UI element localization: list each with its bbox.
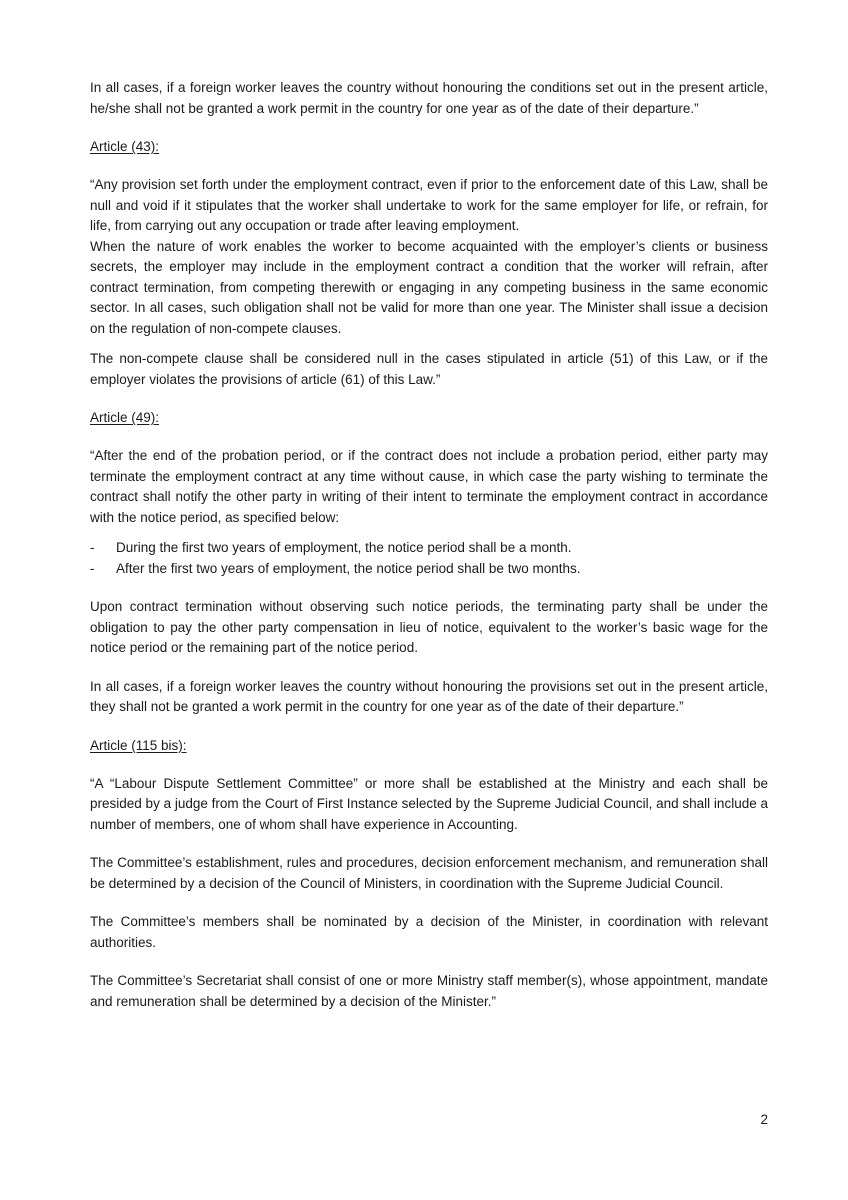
list-item-text: During the first two years of employment, the notice period shall be a month.: [116, 540, 572, 555]
article-49-section: [90, 408, 768, 718]
article-43-section: [90, 137, 768, 390]
article-115-bis-paragraph-2: The Committee’s establishment, rules and procedures, decision enforcement mechanism, and remuneration shall be determined by a decision of the Council of Ministers, in coordination with the Supreme Judicial Council.: [90, 855, 768, 891]
intro-paragraph: In all cases, if a foreign worker leaves the country without honouring the conditions set out in the present article, he/she shall not be granted a work permit in the country for one year as of the date of their departure.”: [90, 80, 768, 116]
list-item: [90, 538, 768, 559]
article-115-bis-section: [90, 736, 768, 1013]
article-49-paragraph-3: In all cases, if a foreign worker leaves the country without honouring the provisions set out in the present article, they shall not be granted a work permit in the country for one year as of the date of their departure.”: [90, 678, 768, 714]
article-49-paragraph-1: “After the end of the probation period, or if the contract does not include a probation period, either party may terminate the employment contract at any time without cause, in which case the party wishing to terminate the contract shall notify the other party in writing of their intent to terminate the employment contract in accordance with the notice period, as specified below:: [90, 448, 768, 525]
notice-period-list: [90, 538, 768, 579]
article-115-bis-heading: Article (115 bis):: [90, 737, 187, 753]
article-43-paragraph-1: “Any provision set forth under the employment contract, even if prior to the enforcement date of this Law, shall be null and void if it stipulates that the worker shall undertake to work for the same employer for life, or refrain, for life, from carrying out any occupation or trade after leaving employment.: [90, 177, 768, 233]
article-43-paragraph-2: When the nature of work enables the worker to become acquainted with the employer’s clients or business secrets, the employer may include in the employment contract a condition that the worker will refrain, after contract termination, from competing therewith or engaging in any competing business in the same economic sector. In all cases, such obligation shall not be valid for more than one year. The Minister shall issue a decision on the regulation of non-compete clauses.: [90, 238, 768, 336]
article-43-heading: Article (43):: [90, 139, 160, 154]
dash-bullet: -: [90, 540, 95, 555]
dash-bullet: -: [90, 560, 95, 576]
article-43-paragraph-3: The non-compete clause shall be considered null in the cases stipulated in article (51) of this Law, or if the employer violates the provisions of article (61) of this Law.”: [90, 351, 768, 387]
list-item: [90, 559, 768, 580]
article-49-heading: Article (49):: [90, 410, 160, 425]
article-49-paragraph-2: Upon contract termination without observing such notice periods, the terminating party shall be under the obligation to pay the other party compensation in lieu of notice, equivalent to the worker’s basic wage for the notice period or the remaining part of the notice period.: [90, 599, 768, 655]
article-115-bis-paragraph-1: “A “Labour Dispute Settlement Committee” or more shall be established at the Ministry and each shall be presided by a judge from the Court of First Instance selected by the Supreme Judicial Council, and shall include a number of members, one of whom shall have experience in Accounting.: [90, 775, 768, 832]
article-115-bis-paragraph-3: The Committee’s members shall be nominated by a decision of the Minister, in coordination with relevant authorities.: [90, 914, 768, 950]
list-item-text: After the first two years of employment, the notice period shall be two months.: [116, 560, 581, 576]
page-number: 2: [760, 1112, 768, 1127]
article-115-bis-paragraph-4: The Committee’s Secretariat shall consist of one or more Ministry staff member(s), whose appointment, mandate and remuneration shall be determined by a decision of the Minister.”: [90, 973, 768, 1009]
document-page: [90, 78, 768, 1012]
